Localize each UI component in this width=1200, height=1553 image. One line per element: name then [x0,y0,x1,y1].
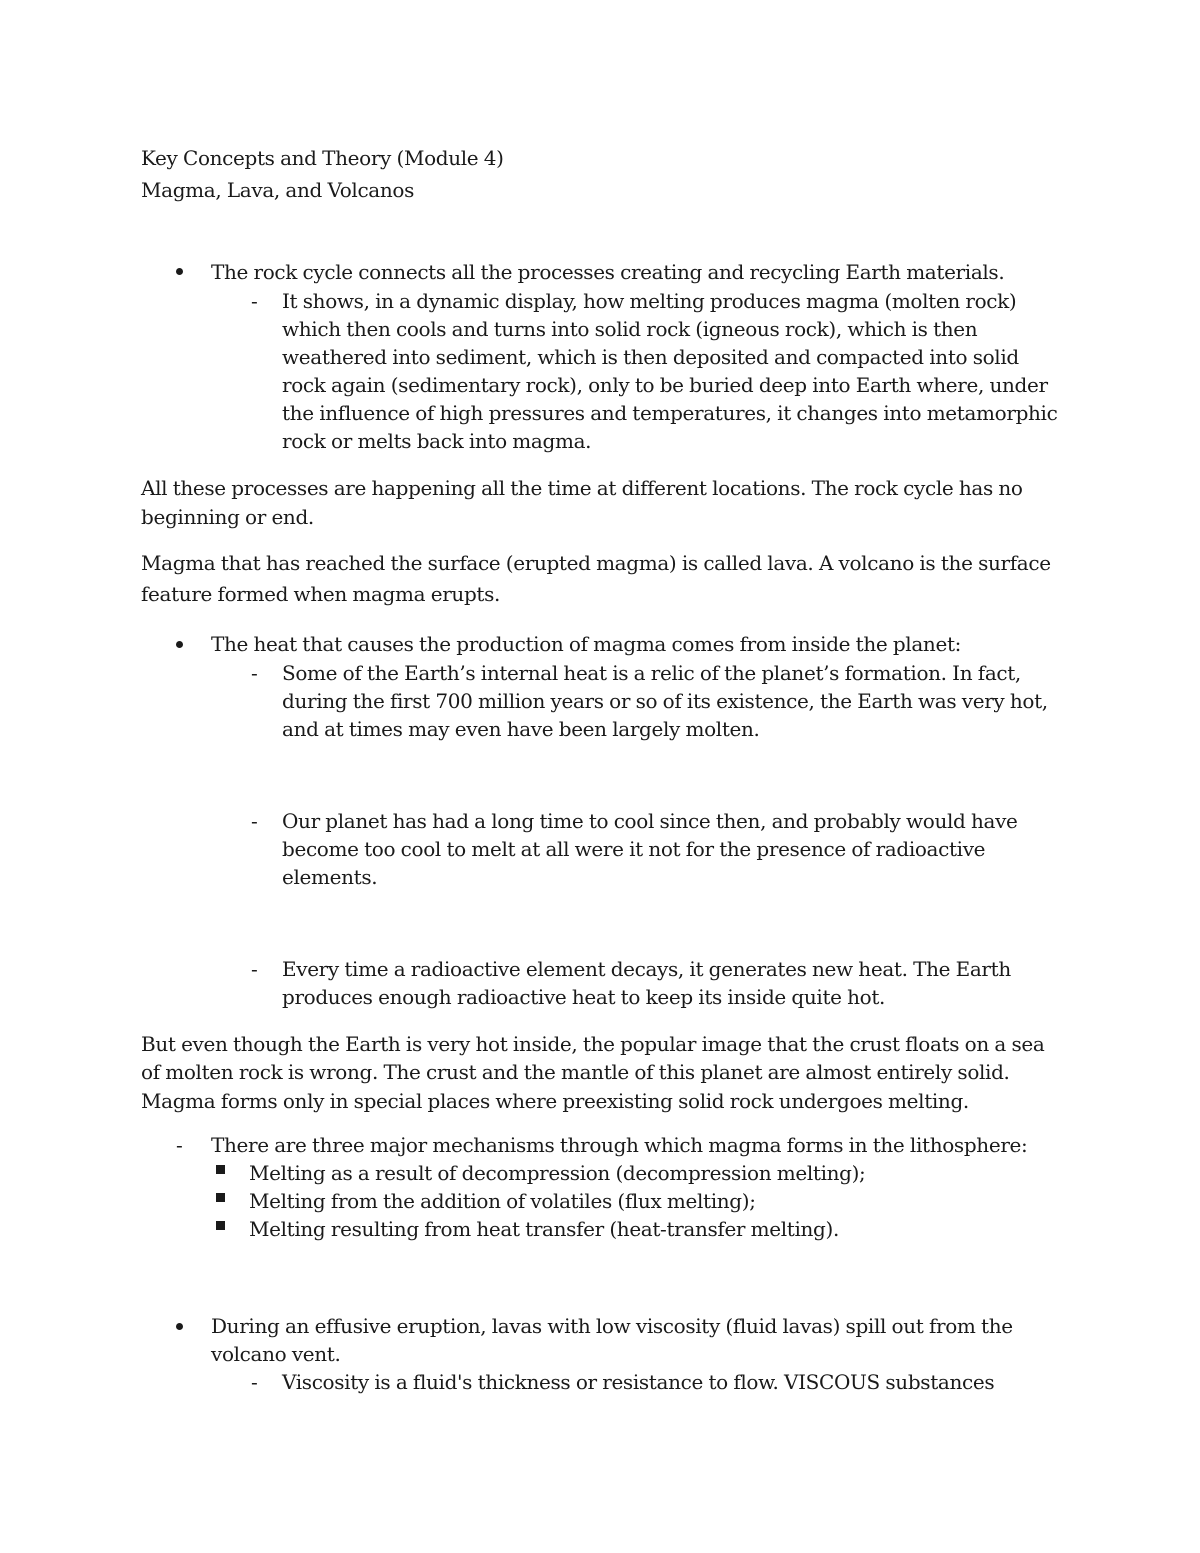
dash-marker: - [251,809,258,833]
dash-marker: - [176,1133,183,1157]
document-subtitle: Magma, Lava, and Volcanos [141,178,415,202]
sub-item-line: the influence of high pressures and temperatures, it changes into metamorphic [282,401,1058,425]
sub-item-line: and at times may even have been largely molten. [282,717,760,741]
paragraph-line: beginning or end. [141,505,314,529]
sub-item-line: produces enough radioactive heat to keep its inside quite hot. [282,985,886,1009]
sub-item-line: weathered into sediment, which is then deposited and compacted into solid [282,345,1019,369]
bullet-dot-icon [176,1323,183,1330]
dash-marker: - [251,957,258,981]
sub-item-line: There are three major mechanisms through which magma forms in the lithosphere: [211,1133,1028,1157]
square-item-line: Melting from the addition of volatiles (flux melting); [249,1189,756,1213]
sub-item-line: which then cools and turns into solid rock (igneous rock), which is then [282,317,978,341]
sub-item-line: Every time a radioactive element decays, it generates new heat. The Earth [282,957,1011,981]
paragraph-line: feature formed when magma erupts. [141,582,500,606]
square-item-line: Melting resulting from heat transfer (heat-transfer melting). [249,1217,839,1241]
sub-item-line: It shows, in a dynamic display, how melting produces magma (molten rock) [282,289,1017,313]
bullet-square-icon [216,1165,225,1174]
square-item-line: Melting as a result of decompression (decompression melting); [249,1161,866,1185]
dash-marker: - [251,289,258,313]
sub-item-line: Viscosity is a fluid's thickness or resistance to flow. VISCOUS substances [282,1370,995,1394]
paragraph-line: Magma forms only in special places where preexisting solid rock undergoes melting. [141,1089,969,1113]
paragraph-line: Magma that has reached the surface (erupted magma) is called lava. A volcano is the surface [141,551,1051,575]
sub-item-line: rock or melts back into magma. [282,429,592,453]
dash-marker: - [251,1370,258,1394]
bullet-square-icon [216,1221,225,1230]
sub-item-line: Some of the Earth’s internal heat is a relic of the planet’s formation. In fact, [282,661,1021,685]
bullet-text-heat: The heat that causes the production of magma comes from inside the planet: [211,632,962,656]
dash-marker: - [251,661,258,685]
bullet-text-rock-cycle: The rock cycle connects all the processes creating and recycling Earth materials. [211,260,1005,284]
sub-item-line: rock again (sedimentary rock), only to be buried deep into Earth where, under [282,373,1048,397]
paragraph-line: But even though the Earth is very hot inside, the popular image that the crust floats on a sea [141,1032,1045,1056]
bullet-text-effusive: During an effusive eruption, lavas with low viscosity (fluid lavas) spill out from the [211,1314,1013,1338]
sub-item-line: Our planet has had a long time to cool since then, and probably would have [282,809,1018,833]
bullet-dot-icon [176,268,183,275]
paragraph-line: All these processes are happening all the time at different locations. The rock cycle has no [141,476,1023,500]
document-title: Key Concepts and Theory (Module 4) [141,146,504,170]
bullet-dot-icon [176,641,183,648]
sub-item-line: elements. [282,865,378,889]
bullet-square-icon [216,1193,225,1202]
sub-item-line: become too cool to melt at all were it not for the presence of radioactive [282,837,986,861]
bullet-text-effusive-cont: volcano vent. [211,1342,341,1366]
sub-item-line: during the first 700 million years or so of its existence, the Earth was very hot, [282,689,1048,713]
paragraph-line: of molten rock is wrong. The crust and the mantle of this planet are almost entirely solid. [141,1060,1010,1084]
